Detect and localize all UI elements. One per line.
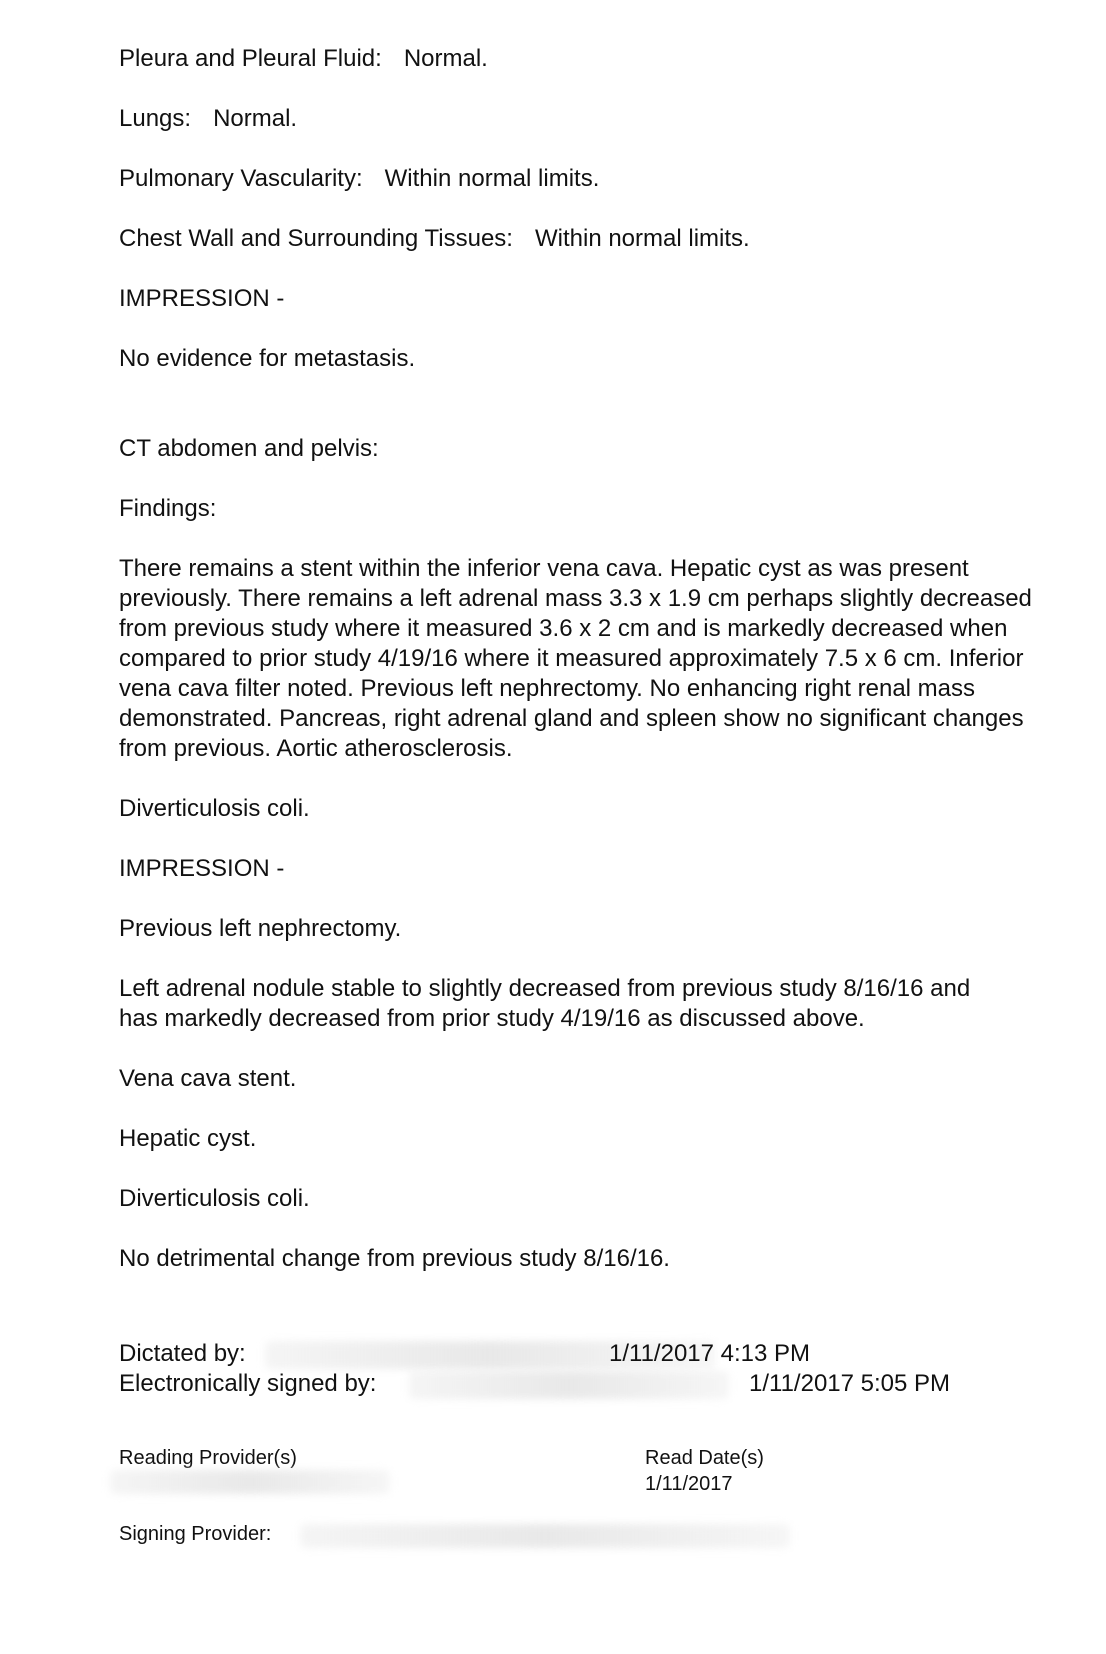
vasculature-label: Pulmonary Vascularity: [119,165,363,192]
impression-item: No detrimental change from previous study 8/16/16. [119,1245,670,1272]
signed-label: Electronically signed by: [119,1370,377,1397]
signing-provider-label: Signing Provider: [119,1523,272,1545]
chest-wall-value: Within normal limits. [534,225,750,252]
impression-item: Vena cava stent. [119,1065,297,1092]
read-date-label: Read Date(s) [645,1447,764,1469]
impression-item: Left adrenal nodule stable to slightly decreased from previous study 8/16/16 and has markedly decreased from prior study 4/19/16 as discussed above. [119,975,971,1032]
lungs-label: Lungs: [119,105,192,132]
dictated-datetime: 1/11/2017 4:13 PM [609,1340,811,1367]
read-date-value: 1/11/2017 [645,1473,733,1495]
redacted-name [409,1371,729,1399]
signed-datetime: 1/11/2017 5:05 PM [749,1370,951,1397]
pleura-line [119,44,1039,74]
impression-item: Previous left nephrectomy. [119,915,402,942]
dictated-line [119,1339,1019,1369]
vasculature-line [119,164,1039,194]
findings-heading: Findings: [119,495,217,522]
report-body [119,44,1039,1274]
findings-text: There remains a stent within the inferior vena cava. Hepatic cyst as was present previously. There remains a left adrenal mass 3.3 x 1.9 cm perhaps slightly decreased from previous study where it measured 3.6 x 2 cm and is markedly decreased when compared to prior study 4/19/16 where it measured approximately 7.5 x 6 cm. Inferior vena cava filter noted. Previous left nephrectomy. No enhancing right renal mass demonstrated. Pancreas, right adrenal gland and spleen show no significant changes from previous. Aortic atherosclerosis. [119,555,1032,762]
reading-provider-label: Reading Provider(s) [119,1447,297,1469]
impression-item: Hepatic cyst. [119,1125,257,1152]
vasculature-value: Within normal limits. [384,165,600,192]
redacted-signing-provider [300,1524,790,1548]
chest-impression: No evidence for metastasis. [119,345,416,372]
signed-line [119,1369,1019,1399]
abdomen-impression-heading: IMPRESSION - [119,855,285,882]
chest-wall-line [119,224,1039,254]
chest-wall-label: Chest Wall and Surrounding Tissues: [119,225,513,252]
lungs-value: Normal. [213,105,298,132]
impression-item: Diverticulosis coli. [119,1185,310,1212]
chest-impression-heading: IMPRESSION - [119,285,285,312]
redacted-provider [110,1470,390,1494]
pleura-value: Normal. [403,45,488,72]
pleura-label: Pleura and Pleural Fluid: [119,45,382,72]
lungs-line [119,104,1039,134]
findings-diverticulosis: Diverticulosis coli. [119,795,310,822]
abdomen-heading: CT abdomen and pelvis: [119,435,379,462]
dictated-label: Dictated by: [119,1340,246,1367]
